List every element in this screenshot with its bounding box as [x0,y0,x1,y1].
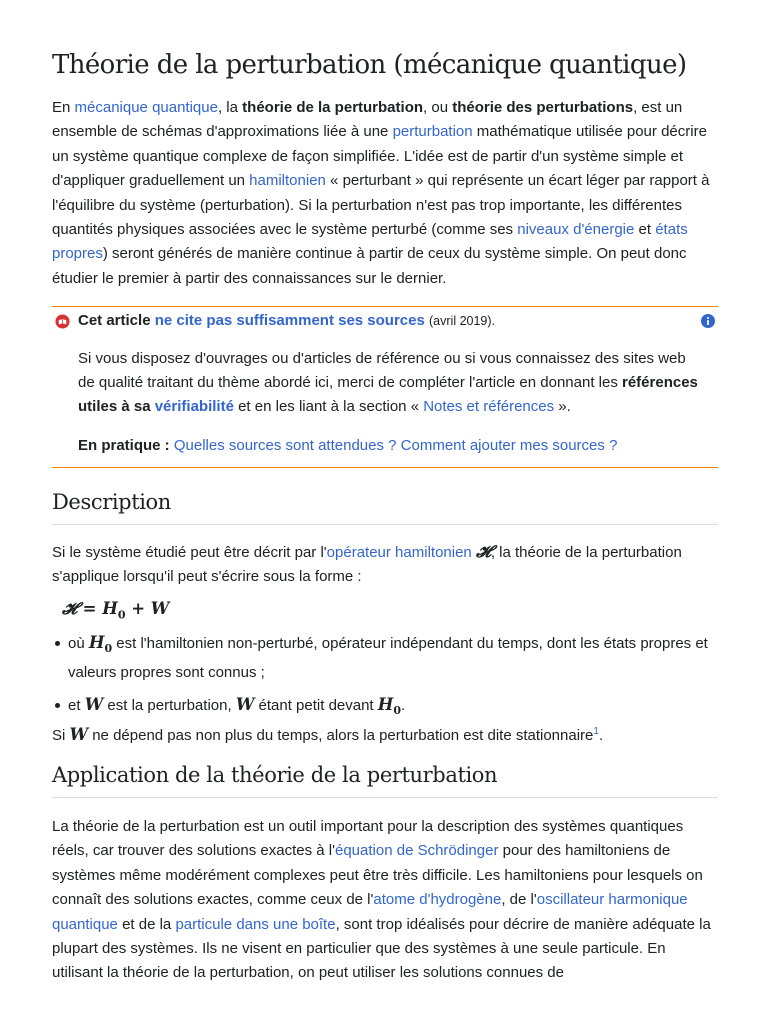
bullet-text: et [68,696,81,714]
practice-label: En pratique : [78,437,170,454]
warning-book-icon [55,314,70,329]
description-paragraph [52,540,718,590]
bullet-text: . [401,696,406,714]
intro-text: , est un ensemble de schémas d'approximations liée à une [52,99,683,141]
math-w: W [69,725,89,744]
hamiltonian-formula [62,599,169,621]
application-paragraph [52,815,718,986]
notice-body-text: et en les liant à la section « [233,398,424,415]
intro-text: En [52,99,75,116]
application-text: , sont trop idéalisés pour décrire de manière adéquate la plupart des systèmes. Ils ne visent en particulier que des systèmes à une seule particule. En utilisant la théorie de la perturbation, on peut utiliser les solutions connues de [52,915,711,982]
notice-heading-bold: Cet article [78,312,151,329]
notice-body [78,347,698,419]
link-niveaux-energie[interactable]: niveaux d'énergie [517,221,635,239]
list-item [52,631,718,686]
intro-text: , ou [423,99,453,116]
formula-lhs: 𝓗 [62,599,77,618]
formula-h: H [102,599,118,618]
intro-text: mathématique utilisée pour décrire un système quantique complexe de façon simplifiée. L'idée est de partir d'un système simple et d'appliquer graduellement un [52,123,707,190]
footnote-ref-1[interactable]: 1 [593,726,599,737]
link-atome-hydrogene[interactable]: atome d'hydrogène [373,891,502,909]
application-text: et de la [117,915,176,933]
link-particule-boite[interactable]: particule dans une boîte [175,915,336,933]
section-heading-description: Description [52,490,718,525]
bullet-text: où [68,635,85,652]
info-icon[interactable] [701,314,715,328]
intro-text: et [634,221,656,239]
link-notes-et-references[interactable]: Notes et références [423,398,555,415]
definition-list [52,631,718,723]
formula-equals: = [82,599,97,618]
description-text: Si [52,727,66,744]
notice-body-text: ». [554,398,571,415]
intro-text: , la [217,99,243,116]
link-verifiabilite[interactable]: vérifiabilité [154,398,234,415]
formula-h-subscript: 0 [117,608,126,622]
link-sources-attendues[interactable]: Quelles sources sont attendues ? [173,437,397,454]
link-operateur-hamiltonien[interactable]: opérateur hamiltonien [326,544,472,561]
intro-bold-term: théorie de la perturbation [242,99,424,116]
list-item [52,693,718,723]
intro-bold-term: théorie des perturbations [452,99,634,116]
link-ne-cite-pas-sources[interactable]: ne cite pas suffisamment ses sources [154,312,425,329]
notice-body-text: Si vous disposez d'ouvrages ou d'articles de référence ou si vous connaissez des sites web de qualité traitant du thème abordé ici, merci de compléter l'article en donnant les [78,350,686,391]
bullet-text: est la perturbation, [107,696,232,714]
notice-body-bold: références utiles à sa [78,374,698,415]
bullet-text: est l'hamiltonien non-perturbé, opérateur indépendant du temps, dont les états propres et valeurs propres sont connus ; [68,635,708,682]
application-text: , de l' [501,891,537,909]
link-mecanique-quantique[interactable]: mécanique quantique [74,99,218,116]
formula-plus: + [131,599,146,618]
intro-paragraph [52,96,718,291]
link-ajouter-sources[interactable]: Comment ajouter mes sources ? [400,437,618,454]
link-perturbation[interactable]: perturbation [392,123,473,141]
description-text: , la théorie de la perturbation s'applique lorsqu'il peut s'écrire sous la forme : [52,544,682,586]
bullet-text: étant petit devant [258,696,374,714]
link-hamiltonien[interactable]: hamiltonien [249,172,326,190]
application-text: pour des hamiltoniens de systèmes même modérément complexes peut être très difficile. Les hamiltoniens pour lesquels on connaît des solutions exactes, comme ceux de l' [52,842,703,909]
sources-warning-box [52,306,718,468]
intro-text: « perturbant » qui représente un écart léger par rapport à l'équilibre du système (perturbation). Si la perturbation n'est pas trop importante, les différentes quantités physiques associées avec le système perturbé (comme ses [52,172,710,239]
application-text: La théorie de la perturbation est un outil important pour la description des systèmes quantiques réels, car trouver des solutions exactes à l' [52,818,684,860]
math-w: W [235,694,255,714]
formula-w: W [150,599,170,618]
math-h: H [88,633,105,652]
section-heading-application: Application de la théorie de la perturbation [52,763,718,798]
notice-practice [78,435,617,457]
page-title: Théorie de la perturbation (mécanique quantique) [52,50,687,80]
description-text: ne dépend pas non plus du temps, alors la perturbation est dite stationnaire [92,727,594,744]
math-h: H [377,694,394,714]
intro-text: ) seront générés de manière continue à partir de ceux du système simple. On peut donc étudier le premier à partir des connaissances sur le dernier. [52,245,687,287]
link-etats-propres[interactable]: états propres [52,221,688,263]
notice-date: (avril 2019). [429,314,496,328]
math-hamiltonian-symbol: 𝓗 [475,542,491,561]
link-equation-schrodinger[interactable]: équation de Schrödinger [335,842,499,860]
math-w: W [84,694,104,714]
math-h-subscript: 0 [104,642,113,655]
math-h-subscript: 0 [393,703,402,717]
description-paragraph-2 [52,720,718,748]
link-oscillateur-harmonique[interactable]: oscillateur harmonique quantique [52,891,688,933]
description-text: . [598,727,604,744]
description-text: Si le système étudié peut être décrit par l' [52,544,327,561]
notice-heading [78,311,495,331]
